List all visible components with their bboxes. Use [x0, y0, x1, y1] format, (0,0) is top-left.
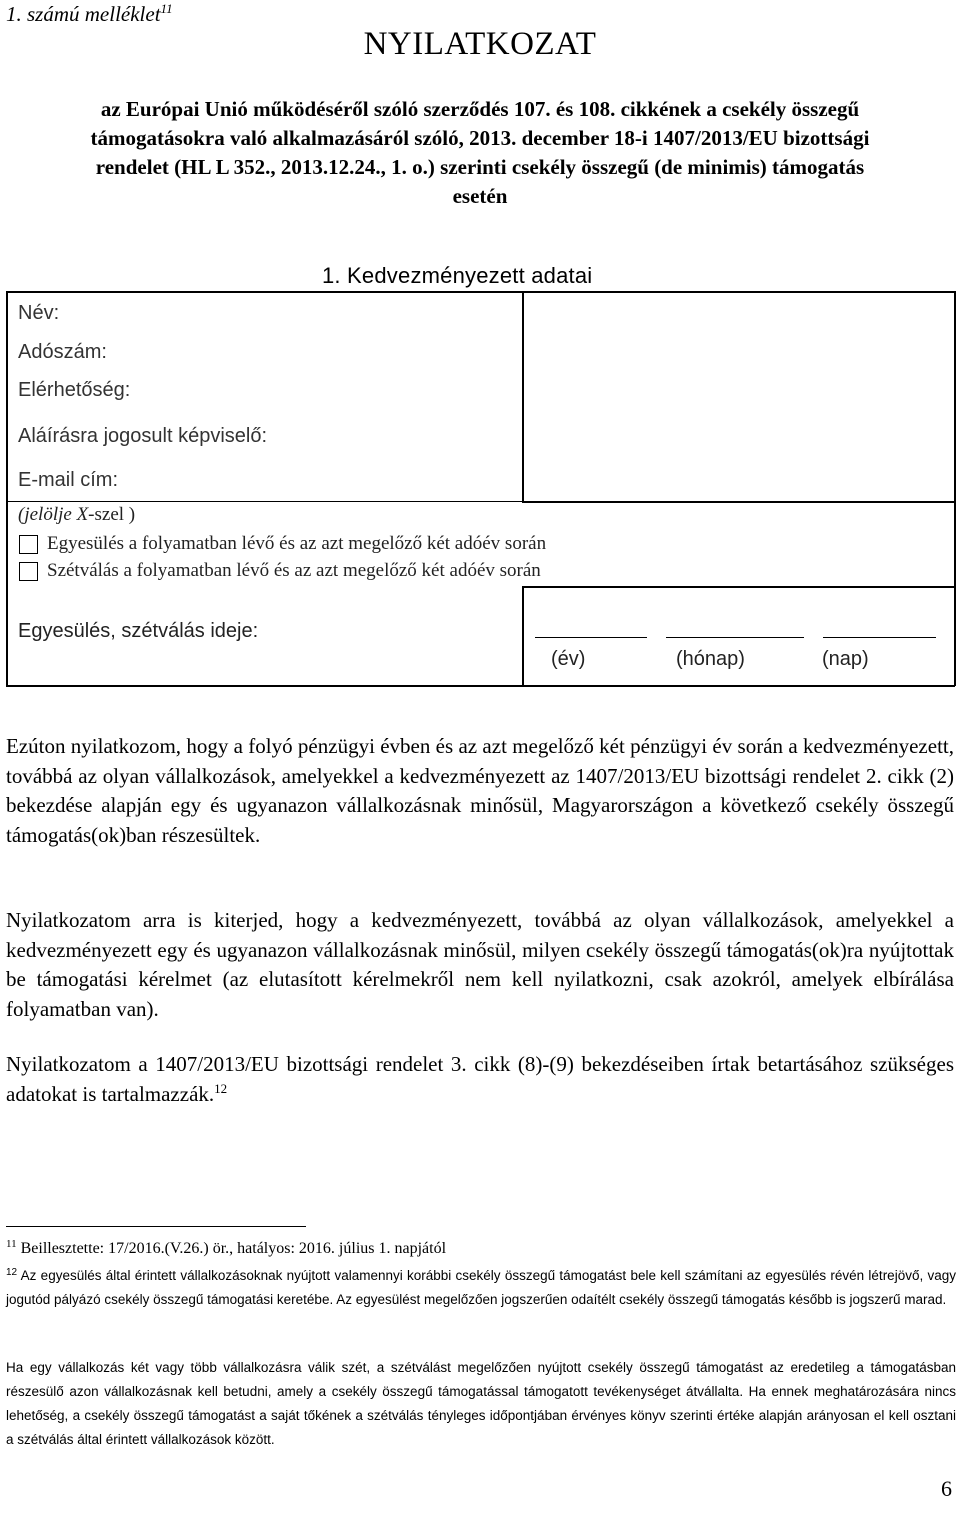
footnote-11	[6, 1240, 446, 1258]
document-subtitle	[40, 95, 920, 211]
contact-input[interactable]	[526, 374, 952, 414]
table-border	[522, 586, 524, 686]
day-blank[interactable]	[823, 637, 936, 638]
subtitle-line: rendelet (HL L 352., 2013.12.24., 1. o.) szerinti csekély összegű (de minimis) támogatás	[95, 155, 865, 179]
declaration-paragraph-1: Ezúton nyilatkozom, hogy a folyó pénzügyi évben és az azt megelőző két pénzügyi év során a kedvezményezett, továbbá az olyan vállalkozások, amelyekkel a kedvezményezett az 1407/2013/EU bizottsági rendelet 2. cikk (2) bekezdése alapján egy és ugyanazon vállalkozásnak minősül, Magyarországon a következő csekély összegű támogatás(ok)ban részesültek.	[6, 734, 954, 847]
field-label-signatory: Aláírásra jogosult képviselő:	[18, 425, 268, 447]
declaration-paragraph-3	[6, 1050, 954, 1109]
footnote-12-continued: Ha egy vállalkozás két vagy több vállalkozásra válik szét, a szétválást megelőzően nyújtott csekély összegű támogatást az eredetileg a támogatásban részesülő azon vállalkozásnak kell betudni, amely a csekély összegű támogatással támogatott tevékenységet átvállalta. Ha ennek meghatározására nincs lehetőség, a csekély összegű támogatást a saját tőkének a szétválás tényleges időpontjában érvényes könyv szerinti értéke alapján arányosan el kell osztani a szétválás által érintett vállalkozások között.	[6, 1360, 956, 1447]
footnote-11-text: Beillesztette: 17/2016.(V.26.) ör., hatályos: 2016. július 1. napjától	[20, 1240, 447, 1257]
footnote-12-ref: 12	[6, 1267, 18, 1278]
year-blank[interactable]	[535, 637, 647, 638]
table-border	[522, 291, 524, 502]
field-label-name: Név:	[18, 302, 60, 324]
date-label: Egyesülés, szétválás ideje:	[18, 620, 259, 642]
table-border	[6, 685, 955, 687]
merger-checkbox[interactable]	[19, 535, 38, 554]
year-caption: (év)	[551, 648, 586, 670]
declaration-paragraph-2: Nyilatkozatom arra is kiterjed, hogy a kedvezményezett, továbbá az olyan vállalkozások, amelyekkel a kedvezményezett egy és ugyanazon vállalkozásnak minősül, milyen csekély összegű támogatás(ok)ra nyújtottak be támogatási kérelmet (az elutasított kérelmekről nem kell nyilatkozni, csak azokról, amelyek elbírálása folyamatban van).	[6, 908, 954, 1021]
table-border	[522, 501, 955, 503]
section-heading: 1. Kedvezményezett adatai	[322, 263, 593, 288]
subtitle-line: az Európai Unió működéséről szóló szerződés 107. és 108. cikkének a csekély összegű	[100, 97, 860, 121]
tax-number-input[interactable]	[526, 334, 952, 372]
mark-instruction-x: X	[76, 504, 89, 525]
declaration-paragraph-3-text: Nyilatkozatom a 1407/2013/EU bizottsági rendelet 3. cikk (8)-(9) bekezdéseiben írtak betartásához szükséges adatokat is tartalmazzák.	[6, 1052, 954, 1106]
merger-option-label: Egyesülés a folyamatban lévő és az azt megelőző két adóév során	[47, 533, 547, 554]
table-border	[6, 291, 955, 293]
annex-footnote-ref: 11	[160, 1, 173, 16]
table-border	[6, 291, 8, 686]
table-border	[954, 291, 956, 686]
subtitle-line: támogatásokra való alkalmazásáról szóló, 2013. december 18-i 1407/2013/EU bizottsági	[90, 126, 870, 150]
demerger-checkbox[interactable]	[19, 562, 38, 581]
table-border	[6, 501, 522, 502]
footnote-separator	[6, 1226, 306, 1227]
footnote-11-ref: 11	[6, 1238, 17, 1250]
footnote-ref-12: 12	[214, 1080, 228, 1096]
field-label-tax-number: Adószám:	[18, 341, 107, 363]
month-blank[interactable]	[666, 637, 804, 638]
signatory-input[interactable]	[526, 416, 952, 458]
table-border	[522, 586, 955, 588]
email-input[interactable]	[526, 460, 952, 500]
annex-label-text: 1. számú melléklet	[6, 2, 161, 26]
day-caption: (nap)	[822, 648, 869, 670]
field-label-contact: Elérhetőség:	[18, 379, 131, 401]
footnote-12-text: Az egyesülés által érintett vállalkozásoknak nyújtott valamennyi korábbi csekély összegű támogatást bele kell számítani az egyesülés révén létrejövő, vagy jogutód pályázó csekély összegű támogatási keretébe. Az egyesülést megelőzően jogszerűen odaítélt csekély összegű támogatás később is jogszerű marad.	[6, 1268, 956, 1307]
annex-label	[6, 2, 173, 27]
mark-instruction-suffix: -szel )	[88, 504, 136, 525]
demerger-option-label: Szétválás a folyamatban lévő és az azt megelőző két adóév során	[47, 560, 541, 581]
field-label-email: E-mail cím:	[18, 469, 118, 491]
page-title: NYILATKOZAT	[363, 26, 597, 62]
subtitle-line: esetén	[452, 184, 508, 208]
name-input[interactable]	[526, 294, 952, 332]
page-number: 6	[941, 1476, 952, 1501]
mark-instruction	[18, 504, 135, 526]
footnote-12	[6, 1264, 956, 1312]
mark-instruction-prefix: (jelölje	[18, 504, 77, 525]
month-caption: (hónap)	[676, 648, 745, 670]
